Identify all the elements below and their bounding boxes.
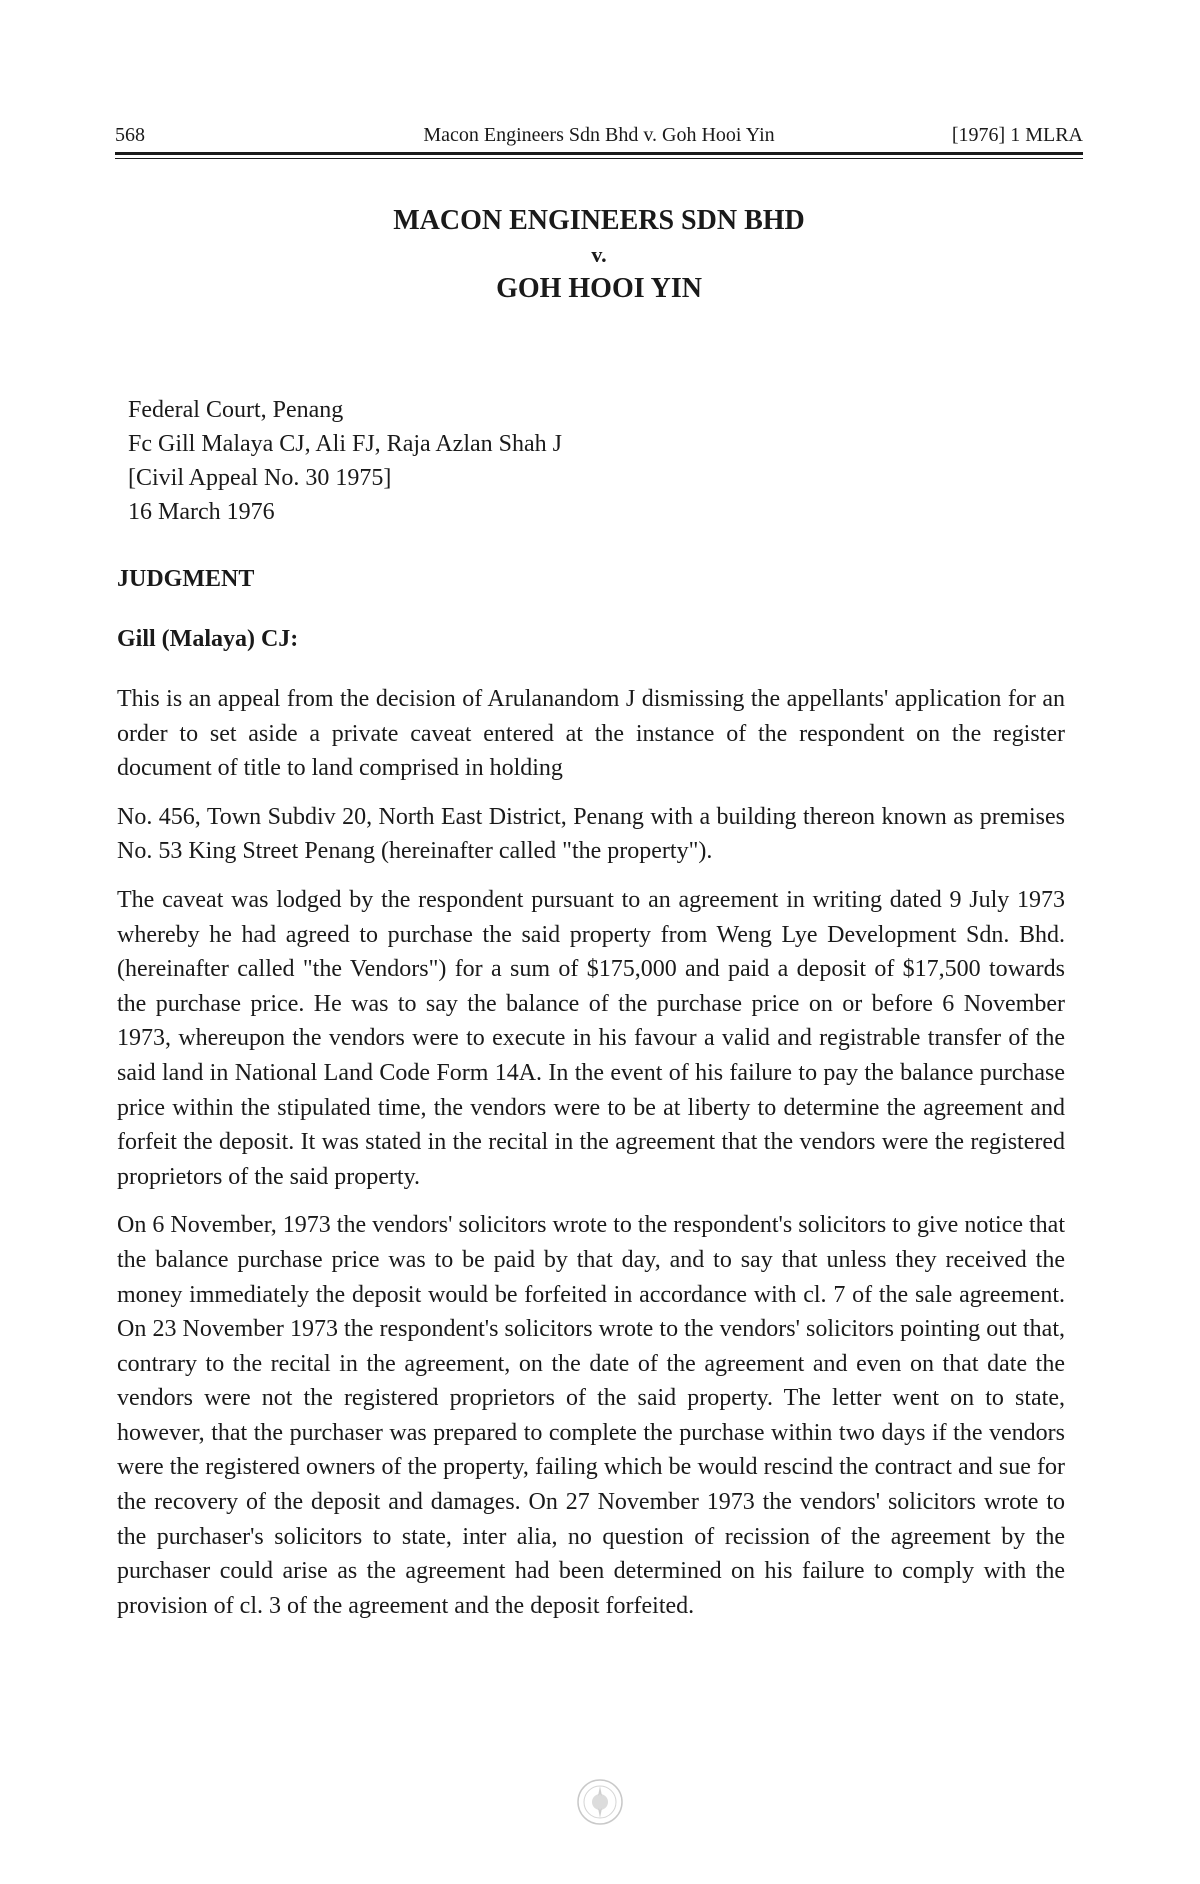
decision-date: 16 March 1976 — [128, 499, 275, 525]
judges-line: Fc Gill Malaya CJ, Ali FJ, Raja Azlan Shah J — [128, 431, 562, 457]
case-title — [115, 202, 1083, 308]
paragraph-4: On 6 November, 1973 the vendors' solicitors wrote to the respondent's solicitors to give notice that the balance purchase price was to be paid by that day, and to say that unless they received the money immediately the deposit would be forfeited in accordance with cl. 7 of the sale agreement. On 23 November 1973 the respondent's solicitors wrote to the vendors' solicitors pointing out that, contrary to the recital in the agreement, on the date of the agreement and even on that date the vendors were not the registered proprietors of the said property. The letter went on to state, however, that the purchaser was prepared to complete the purchase within two days if the vendors were the registered owners of the property, failing which be would rescind the contract and sue for the recovery of the deposit and damages. On 27 November 1973 the vendors' solicitors wrote to the purchaser's solicitors to state, inter alia, no question of recission of the agreement by the purchaser could arise as the agreement had been determined on his failure to comply with the provision of cl. 3 of the agreement and the deposit forfeited. — [117, 1212, 1065, 1619]
judgment-body — [117, 562, 1065, 1637]
appellant-name: MACON ENGINEERS SDN BHD — [393, 205, 805, 236]
publisher-seal-icon — [574, 1776, 626, 1828]
respondent-name: GOH HOOI YIN — [496, 273, 702, 304]
court-name: Federal Court, Penang — [128, 397, 344, 423]
header-rule-thin — [115, 158, 1083, 159]
running-header — [115, 124, 1083, 150]
paragraph-2: No. 456, Town Subdiv 20, North East District, Penang with a building thereon known as premises No. 53 King Street Penang (hereinafter called "the property"). — [117, 803, 1065, 865]
court-info-block — [128, 393, 562, 529]
paragraph-1: This is an appeal from the decision of Arulanandom J dismissing the appellants' application for an order to set aside a private caveat entered at the instance of the respondent on the register document of title to land comprised in holding — [117, 686, 1065, 782]
page-number: 568 — [115, 124, 145, 146]
versus-label: v. — [591, 242, 607, 267]
paragraph-3: The caveat was lodged by the respondent pursuant to an agreement in writing dated 9 July 1973 whereby he had agreed to purchase the said property from Weng Lye Development Sdn. Bhd. (hereinafter called "the Vendors") for a sum of $175,000 and paid a deposit of $17,500 towards the purchase price. He was to say the balance of the purchase price on or before 6 November 1973, whereupon the vendors were to execute in his favour a valid and registrable transfer of the said land in National Land Code Form 14A. In the event of his failure to pay the balance purchase price within the stipulated time, the vendors were to be at liberty to determine the agreement and forfeit the deposit. It was stated in the recital in the agreement that the vendors were the registered proprietors of the said property. — [117, 886, 1065, 1190]
judge-heading: Gill (Malaya) CJ: — [117, 626, 299, 652]
header-rule-thick — [115, 152, 1083, 155]
judgment-heading: JUDGMENT — [117, 566, 255, 592]
running-case-title: Macon Engineers Sdn Bhd v. Goh Hooi Yin — [423, 124, 775, 146]
law-report-citation: [1976] 1 MLRA — [951, 124, 1083, 146]
case-number: [Civil Appeal No. 30 1975] — [128, 465, 392, 491]
